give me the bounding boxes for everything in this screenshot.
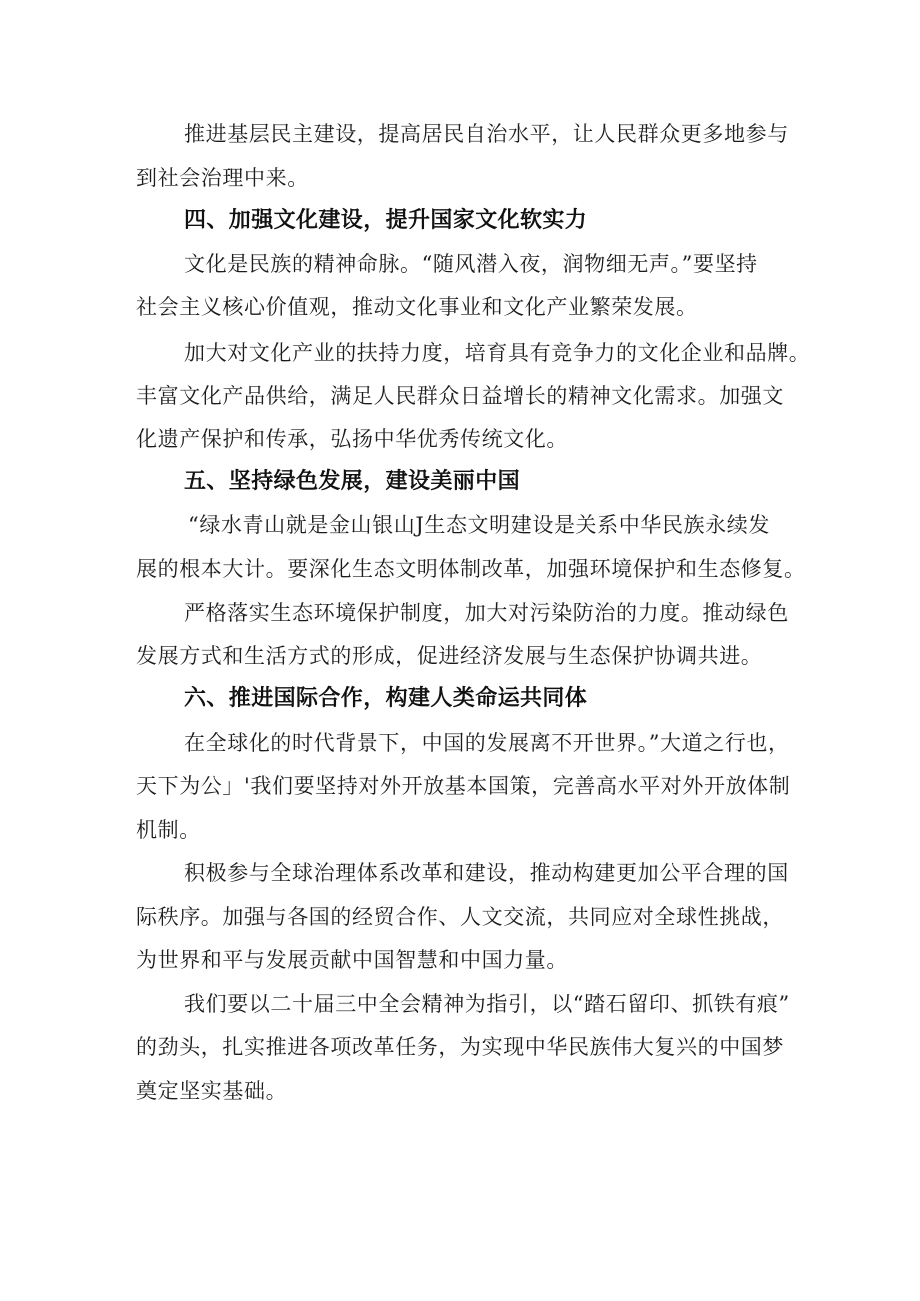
- paragraph-line: 丰富文化产品供给，满足人民群众日益增长的精神文化需求。加强文: [136, 384, 784, 408]
- paragraph-line: 奠定坚实基础。: [136, 1079, 288, 1103]
- paragraph-line: 发展方式和生活方式的形成，促进经济发展与生态保护协调共进。: [136, 644, 763, 668]
- paragraph-line: 际秩序。加强与各国的经贸合作、人文交流，共同应对全球性挑战，: [136, 905, 784, 929]
- paragraph-line: 为世界和平与发展贡献中国智慧和中国力量。: [136, 948, 568, 972]
- paragraph-line: 推进基层民主建设，提高居民自治水平，让人民群众更多地参与: [184, 122, 789, 146]
- paragraph-line: 严格落实生态环境保护制度，加大对污染防治的力度。推动绿色: [184, 601, 789, 625]
- paragraph-line: 加大对文化产业的扶持力度，培育具有竞争力的文化企业和品牌。: [184, 341, 811, 365]
- paragraph-line: 到社会治理中来。: [136, 166, 309, 190]
- paragraph-line: 化遗产保护和传承，弘扬中华优秀传统文化。: [136, 427, 568, 451]
- paragraph-line: 在全球化的时代背景下，中国的发展离不开世界。”大道之行也，: [184, 731, 790, 755]
- paragraph-line: 展的根本大计。要深化生态文明体制改革，加强环境保护和生态修复。: [136, 557, 806, 581]
- paragraph-line: 机制。: [136, 818, 201, 842]
- paragraph-line: “绿水青山就是金山银山J生态文明建设是关系中华民族永续发: [188, 513, 770, 537]
- paragraph-line: 天下为公」'我们要坚持对外开放基本国策，完善高水平对外开放体制: [136, 774, 791, 798]
- paragraph-line: 社会主义核心价值观，推动文化事业和文化产业繁荣发展。: [136, 295, 698, 319]
- paragraph-line: 文化是民族的精神命脉。“随风潜入夜，润物细无声。”要坚持: [184, 252, 758, 276]
- paragraph-line: 的劲头，扎实推进各项改革任务，为实现中华民族伟大复兴的中国梦: [136, 1035, 784, 1059]
- paragraph-line: 我们要以二十届三中全会精神为指引，以“踏石留印、抓铁有痕”: [184, 992, 790, 1016]
- paragraph-line: 积极参与全球治理体系改革和建设，推动构建更加公平合理的国: [184, 861, 789, 885]
- section-heading-6: 六、推进国际合作，构建人类命运共同体: [184, 686, 588, 711]
- section-heading-5: 五、坚持绿色发展，建设美丽中国: [184, 469, 521, 494]
- section-heading-4: 四、加强文化建设，提升国家文化软实力: [184, 208, 588, 233]
